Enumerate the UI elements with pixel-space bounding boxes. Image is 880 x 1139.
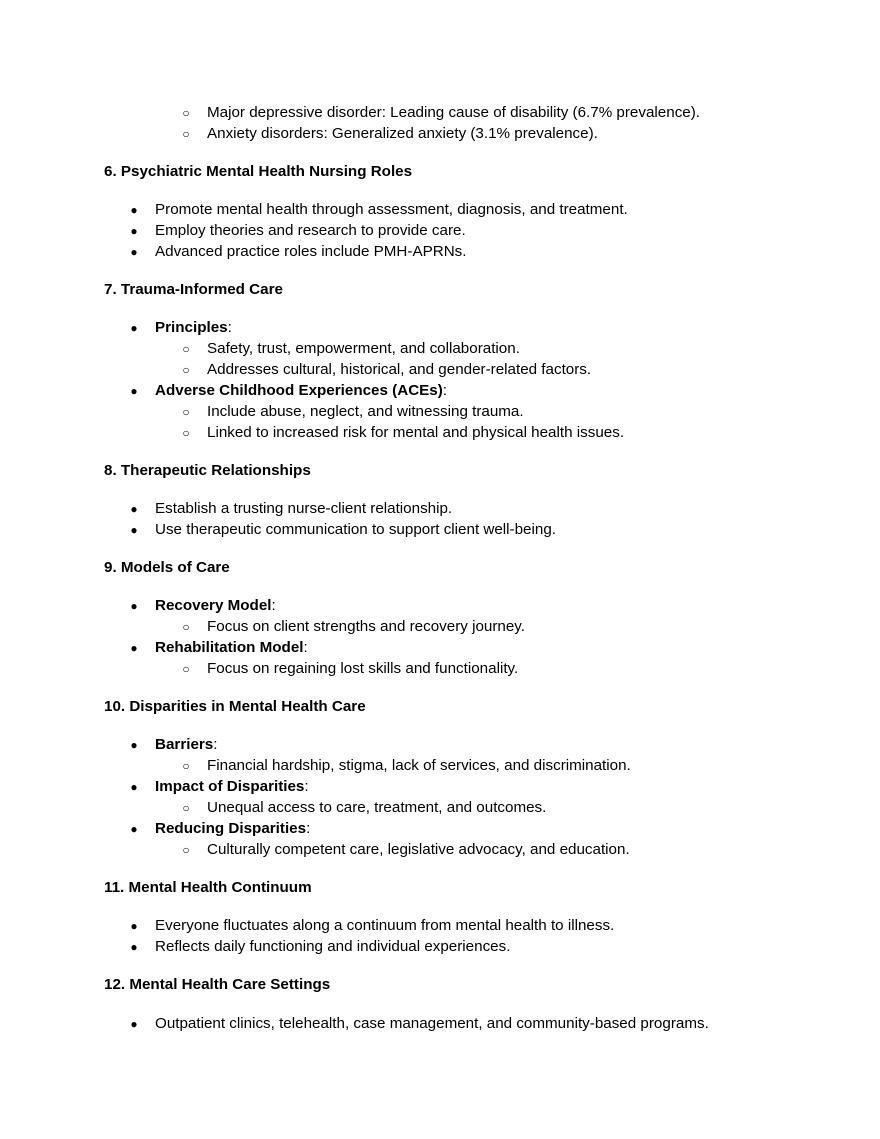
circle-bullet-icon: ○ xyxy=(182,426,190,440)
disc-bullet-icon: ● xyxy=(130,599,138,613)
section-heading: 6. Psychiatric Mental Health Nursing Roles xyxy=(104,163,413,180)
document-page: ○ Major depressive disorder: Leading cause of disability (6.7% prevalence). ○ Anxiety disorders: Generalized anxiety (3.1% prevalence). 6. Psychiatric Mental Health Nursing Roles ● Promote mental health through assessment, diagnosis, and treatment. ● Employ theories and research to provide care. ● Advanced practice roles include PMH-APRNs. 7. Trauma-Informed Care ● Principles: ○ Safety, trust, empowerment, and collaboration. ○ Addresses cultural, historical, and gender-related factors. ● Adverse Childhood Experiences (ACEs): ○ Include abuse, neglect, and witnessing trauma. ○ Linked to increased risk for mental and physical health issues. 8. Therapeutic Relationships ● Establish a trusting nurse-client relationship. ● Use therapeutic communication to support client well-being. 9. Models of Care ● Recovery Model: ○ Focus on client strengths and recovery journey. ● Rehabilitation Model: ○ Focus on regaining lost skills and functionality. 10. Disparities in Mental Health Care ● Barriers: ○ Financial hardship, stigma, lack of services, and discrimination. ● Impact of Disparities: ○ Unequal access to care, treatment, and outcomes. ● Reducing Disparities: ○ Culturally competent care, legislative advocacy, and education. 11. Mental Health Continuum ● Everyone fluctuates along a continuum from mental health to illness. ● Reflects daily functioning and individual experiences. 12. Mental Health Care Settings ● Outpatient clinics, telehealth, case management, and community-based programs. xyxy=(104,104,709,1032)
circle-bullet-icon: ○ xyxy=(182,342,190,356)
section-heading: 12. Mental Health Care Settings xyxy=(104,976,331,993)
disc-bullet-icon: ● xyxy=(130,1017,138,1031)
disc-bullet-icon: ● xyxy=(130,919,138,933)
disc-bullet-icon: ● xyxy=(130,641,138,655)
circle-bullet-icon: ○ xyxy=(182,843,190,857)
section-heading: 11. Mental Health Continuum xyxy=(104,879,312,896)
disc-bullet-icon: ● xyxy=(130,822,138,836)
disc-bullet-icon: ● xyxy=(130,203,138,217)
disc-bullet-icon: ● xyxy=(130,738,138,752)
circle-bullet-icon: ○ xyxy=(182,801,190,815)
disc-bullet-icon: ● xyxy=(130,245,138,259)
disc-bullet-icon: ● xyxy=(130,940,138,954)
disc-bullet-icon: ● xyxy=(130,321,138,335)
circle-bullet-icon: ○ xyxy=(182,620,190,634)
circle-bullet-icon: ○ xyxy=(182,759,190,773)
disc-bullet-icon: ● xyxy=(130,502,138,516)
circle-bullet-icon: ○ xyxy=(182,363,190,377)
circle-bullet-icon: ○ xyxy=(182,662,190,676)
section-heading: 9. Models of Care xyxy=(104,559,230,576)
disc-bullet-icon: ● xyxy=(130,224,138,238)
section-heading: 7. Trauma-Informed Care xyxy=(104,281,283,298)
disc-bullet-icon: ● xyxy=(130,384,138,398)
circle-bullet-icon: ○ xyxy=(182,106,190,120)
section-heading: 10. Disparities in Mental Health Care xyxy=(104,698,366,715)
section-heading: 8. Therapeutic Relationships xyxy=(104,462,311,479)
circle-bullet-icon: ○ xyxy=(182,405,190,419)
circle-bullet-icon: ○ xyxy=(182,127,190,141)
disc-bullet-icon: ● xyxy=(130,780,138,794)
disc-bullet-icon: ● xyxy=(130,523,138,537)
